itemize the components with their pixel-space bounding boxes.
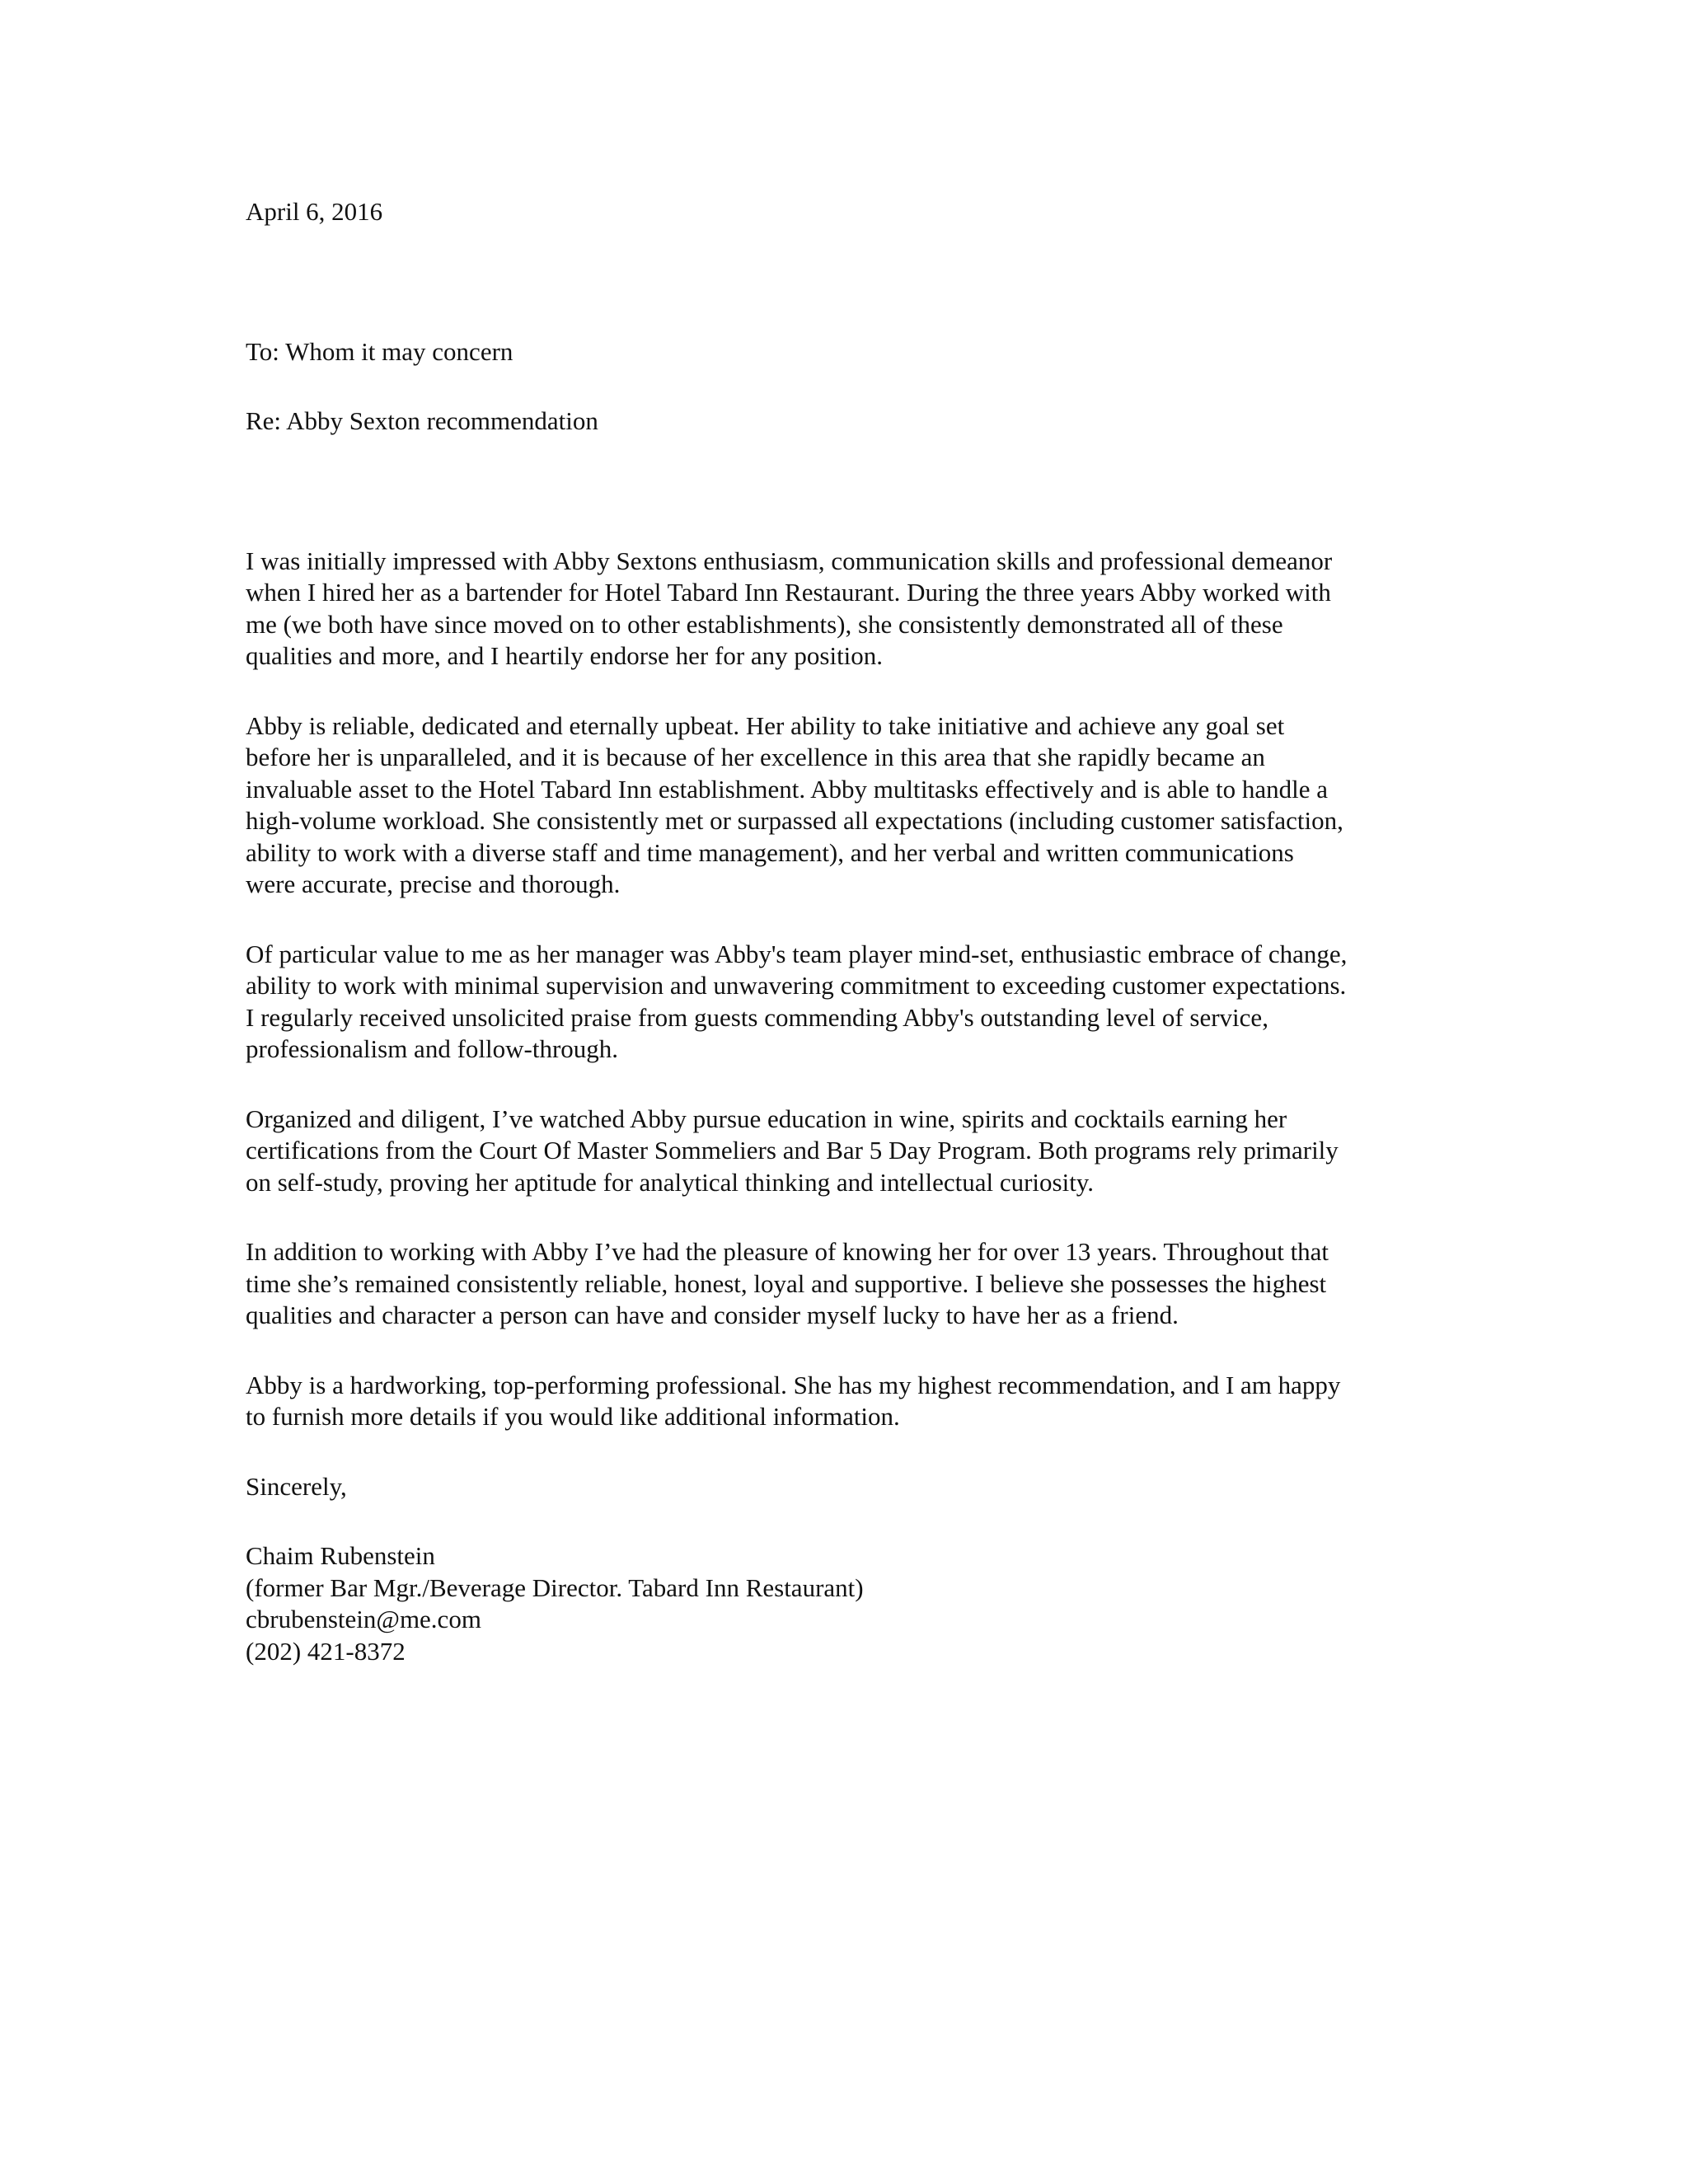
body-paragraph-3 <box>246 939 1449 1066</box>
paragraph-line: were accurate, precise and thorough. <box>246 869 621 898</box>
paragraph-line: me (we both have since moved on to other establishments), she consistently demonstrated all of these <box>246 609 1283 639</box>
paragraph-line: Of particular value to me as her manager was Abby's team player mind-set, enthusiastic embrace of change, <box>246 939 1348 968</box>
body-paragraph-5 <box>246 1236 1449 1332</box>
body-paragraph-1 <box>246 546 1449 673</box>
body-paragraph-4 <box>246 1104 1449 1199</box>
signer-title: (former Bar Mgr./Beverage Director. Tabard Inn Restaurant) <box>246 1572 864 1602</box>
paragraph-line: high-volume workload. She consistently met or surpassed all expectations (including customer satisfaction, <box>246 806 1343 835</box>
paragraph-line: qualities and more, and I heartily endorse her for any position. <box>246 641 884 670</box>
letter-recipient: To: Whom it may concern <box>246 336 513 366</box>
recommendation-letter <box>246 196 1449 1667</box>
signer-email: cbrubenstein@me.com <box>246 1605 481 1633</box>
paragraph-line: I regularly received unsolicited praise from guests commending Abby's outstanding level of service, <box>246 1002 1268 1032</box>
paragraph-line: before her is unparalleled, and it is because of her excellence in this area that she rapidly became an <box>246 743 1265 771</box>
paragraph-line: time she’s remained consistently reliable, honest, loyal and supportive. I believe she possesses the highest <box>246 1268 1327 1298</box>
paragraph-line: ability to work with a diverse staff and time management), and her verbal and written communications <box>246 837 1294 867</box>
paragraph-line: on self-study, proving her aptitude for analytical thinking and intellectual curiosity. <box>246 1167 1095 1197</box>
paragraph-line: when I hired her as a bartender for Hotel Tabard Inn Restaurant. During the three years Abby worked with <box>246 578 1331 607</box>
paragraph-line: Abby is reliable, dedicated and eternally upbeat. Her ability to take initiative and achieve any goal set <box>246 710 1285 740</box>
letter-date: April 6, 2016 <box>246 197 383 226</box>
letter-subject: Re: Abby Sexton recommendation <box>246 406 598 435</box>
paragraph-line: Abby is a hardworking, top-performing professional. She has my highest recommendation, and I am happy <box>246 1370 1341 1399</box>
paragraph-line: qualities and character a person can have and consider myself lucky to have her as a friend. <box>246 1301 1179 1329</box>
paragraph-line: certifications from the Court Of Master Sommeliers and Bar 5 Day Program. Both programs rely primarily <box>246 1136 1339 1165</box>
paragraph-line: Organized and diligent, I’ve watched Abby pursue education in wine, spirits and cocktails earning her <box>246 1104 1287 1133</box>
signer-phone: (202) 421-8372 <box>246 1636 406 1666</box>
body-paragraph-6 <box>246 1370 1449 1433</box>
letter-closing: Sincerely, <box>246 1471 347 1501</box>
signer-name: Chaim Rubenstein <box>246 1541 435 1570</box>
paragraph-line: ability to work with minimal supervision and unwavering commitment to exceeding customer expectations. <box>246 971 1347 1000</box>
body-paragraph-2 <box>246 710 1449 901</box>
paragraph-line: professionalism and follow-through. <box>246 1034 619 1063</box>
paragraph-line: invaluable asset to the Hotel Tabard Inn establishment. Abby multitasks effectively and is able to handle a <box>246 774 1328 804</box>
paragraph-line: to furnish more details if you would like additional information. <box>246 1402 900 1431</box>
signature-block <box>246 1540 1449 1667</box>
paragraph-line: I was initially impressed with Abby Sextons enthusiasm, communication skills and professional demeanor <box>246 546 1333 575</box>
paragraph-line: In addition to working with Abby I’ve had the pleasure of knowing her for over 13 years. Throughout that <box>246 1237 1329 1266</box>
